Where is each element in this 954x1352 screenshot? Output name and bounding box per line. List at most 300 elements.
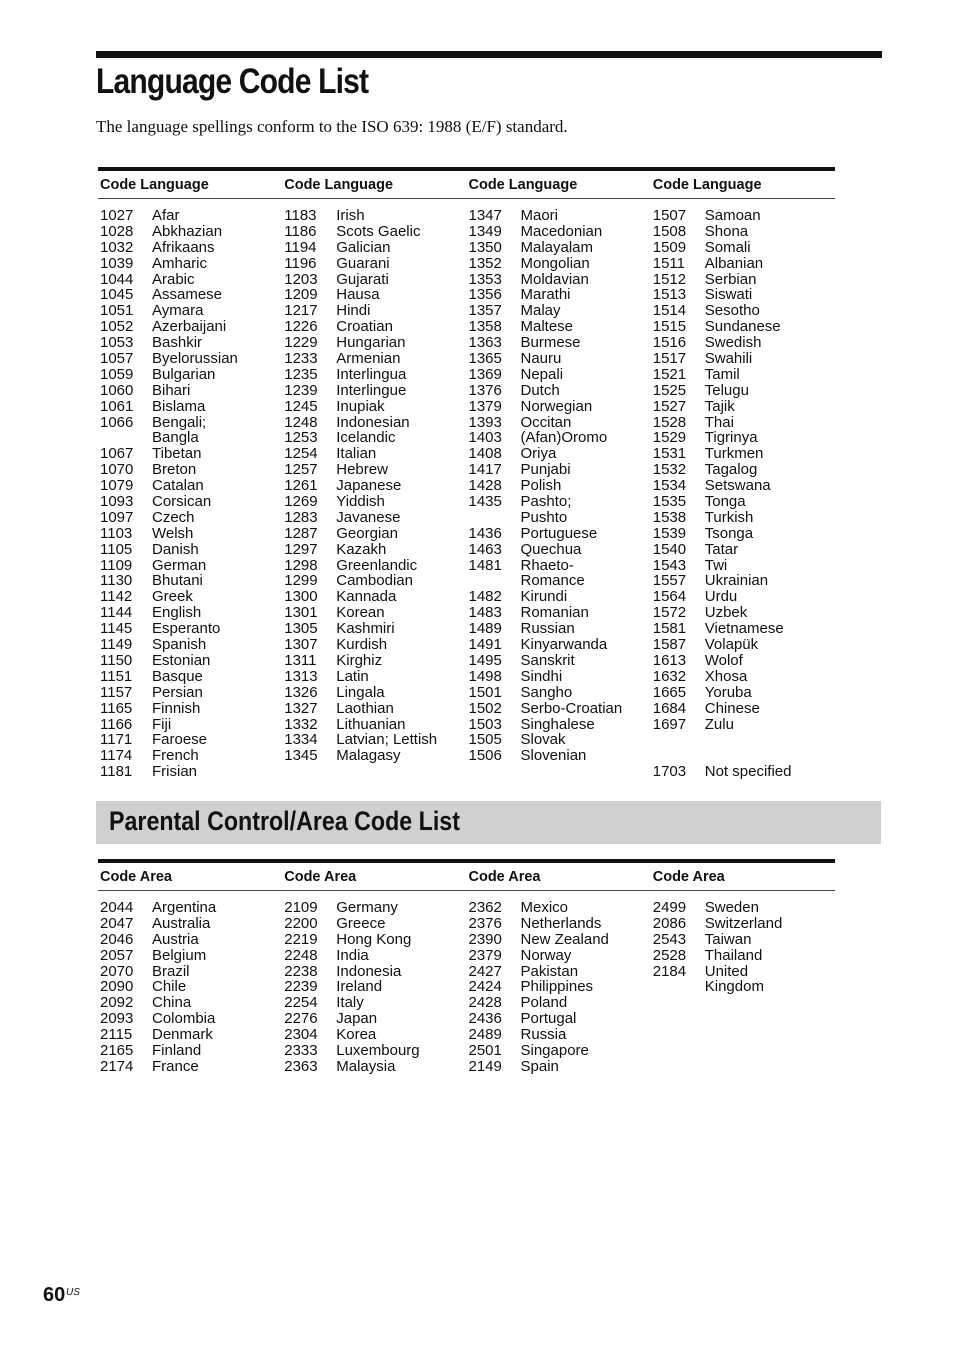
code-cell: 2219 — [284, 930, 318, 948]
code-cell: 1053 — [100, 334, 134, 352]
name-cell: Yoruba — [704, 683, 752, 701]
table-row — [651, 415, 835, 431]
name-cell: Serbo-Croatian — [520, 699, 623, 717]
code-cell: 2090 — [100, 978, 134, 996]
code-cell: 2333 — [284, 1042, 318, 1060]
code-cell: 1057 — [100, 350, 134, 368]
table-row — [282, 224, 466, 240]
table-row — [282, 1043, 466, 1059]
table-row — [98, 621, 282, 637]
name-cell: Assamese — [152, 286, 223, 304]
table-row — [98, 256, 282, 272]
table-row — [282, 653, 466, 669]
table-row — [467, 383, 651, 399]
table-row — [282, 637, 466, 653]
column-header: Code Language — [468, 176, 578, 193]
name-cell: Fiji — [152, 715, 172, 733]
name-cell: Poland — [520, 994, 568, 1012]
code-cell: 1151 — [100, 667, 133, 685]
code-cell: 1299 — [284, 572, 318, 590]
table-row — [651, 542, 835, 558]
name-cell: Georgian — [336, 524, 398, 542]
name-cell: Bislama — [152, 397, 206, 415]
name-cell: Pakistan — [520, 962, 579, 980]
table-row — [651, 701, 835, 717]
code-cell: 2543 — [652, 930, 687, 948]
code-cell: 1403 — [468, 429, 502, 447]
name-cell: Setswana — [704, 477, 771, 495]
table-row — [282, 256, 466, 272]
name-cell: Finnish — [152, 699, 201, 717]
name-cell: Pushto — [520, 508, 568, 526]
code-cell: 1326 — [284, 683, 318, 701]
code-cell: 1186 — [284, 222, 317, 240]
code-cell: 1109 — [100, 556, 133, 574]
table-row — [98, 732, 282, 748]
table-row — [467, 900, 651, 916]
code-cell: 1507 — [652, 207, 687, 224]
table-row — [467, 272, 651, 288]
table-row — [282, 995, 466, 1011]
page-number: 60 — [43, 1284, 66, 1306]
code-cell: 1093 — [100, 493, 134, 511]
table-row — [98, 932, 282, 948]
table-row — [98, 1011, 282, 1027]
name-cell: Finland — [152, 1042, 202, 1060]
table-row — [98, 637, 282, 653]
code-cell: 1130 — [100, 572, 133, 590]
code-cell: 1283 — [284, 508, 318, 526]
table-row — [467, 701, 651, 717]
code-cell: 1027 — [100, 207, 134, 224]
code-cell: 1543 — [652, 556, 687, 574]
name-cell: Shona — [704, 222, 749, 240]
code-cell: 2254 — [284, 994, 318, 1012]
name-cell: Bhutani — [152, 572, 203, 590]
name-cell: German — [152, 556, 207, 574]
code-cell: 1581 — [652, 620, 687, 638]
name-cell: Volapük — [704, 636, 759, 654]
table-row — [98, 573, 282, 589]
name-cell: Slovak — [520, 731, 566, 749]
name-cell: Telugu — [704, 381, 749, 399]
code-cell: 1539 — [652, 524, 687, 542]
table-row — [98, 995, 282, 1011]
table-row — [467, 415, 651, 431]
name-cell: Moldavian — [520, 270, 589, 288]
name-cell: Tibetan — [152, 445, 202, 463]
table-column — [282, 208, 466, 780]
code-cell: 2427 — [468, 962, 502, 980]
name-cell: Kirghiz — [336, 651, 383, 669]
code-cell: 2528 — [652, 946, 687, 964]
top-rule — [96, 51, 882, 58]
name-cell: Greek — [152, 588, 193, 606]
table-row — [98, 589, 282, 605]
code-cell: 1301 — [284, 604, 318, 622]
code-cell: 1512 — [652, 270, 687, 288]
code-cell: 1665 — [652, 683, 687, 701]
code-cell: 1149 — [100, 636, 133, 654]
table-row — [467, 399, 651, 415]
name-cell: United — [704, 962, 749, 980]
table-row — [282, 1059, 466, 1075]
table-row — [651, 383, 835, 399]
table-row — [467, 462, 651, 478]
name-cell: Yiddish — [336, 493, 385, 511]
table-row — [98, 748, 282, 764]
table-row — [98, 701, 282, 717]
name-cell: Sindhi — [520, 667, 563, 685]
name-cell: Romance — [520, 572, 585, 590]
name-cell: Marathi — [520, 286, 571, 304]
code-cell: 1587 — [652, 636, 687, 654]
table-row — [467, 430, 651, 446]
name-cell: Xhosa — [704, 667, 748, 685]
name-cell: Czech — [152, 508, 195, 526]
table-row — [467, 717, 651, 733]
code-cell: 2093 — [100, 1010, 134, 1028]
table-row — [98, 900, 282, 916]
code-cell: 1379 — [468, 397, 502, 415]
table-column — [282, 900, 466, 1075]
name-cell: Zulu — [704, 715, 734, 733]
table-row — [467, 1043, 651, 1059]
name-cell: Australia — [152, 914, 211, 932]
name-cell: Swedish — [704, 334, 762, 352]
code-cell: 1261 — [284, 477, 318, 495]
table-row — [467, 732, 651, 748]
name-cell: Lingala — [336, 683, 385, 701]
code-cell: 1061 — [100, 397, 134, 415]
name-cell: Korean — [336, 604, 385, 622]
name-cell: Kinyarwanda — [520, 636, 608, 654]
code-cell: 1051 — [100, 302, 134, 320]
code-cell: 1491 — [468, 636, 502, 654]
code-cell: 1327 — [284, 699, 318, 717]
code-cell: 1165 — [100, 699, 133, 717]
code-cell: 1070 — [100, 461, 134, 479]
table-row — [98, 351, 282, 367]
code-cell: 2165 — [100, 1042, 134, 1060]
name-cell: Norwegian — [520, 397, 593, 415]
code-cell: 1356 — [468, 286, 502, 304]
code-cell: 1501 — [468, 683, 502, 701]
code-cell: 2304 — [284, 1026, 318, 1044]
name-cell: Tonga — [704, 493, 746, 511]
code-cell: 1531 — [652, 445, 687, 463]
table-row — [282, 605, 466, 621]
name-cell: Welsh — [152, 524, 194, 542]
name-cell: Corsican — [152, 493, 212, 511]
table-row — [282, 732, 466, 748]
table-row — [651, 637, 835, 653]
name-cell: Afar — [152, 207, 180, 224]
table-row — [467, 224, 651, 240]
code-cell: 1516 — [652, 334, 687, 352]
name-cell: Ukrainian — [704, 572, 769, 590]
name-cell: Sesotho — [704, 302, 760, 320]
name-cell: English — [152, 604, 202, 622]
table-row — [467, 510, 651, 526]
name-cell: Chile — [152, 978, 187, 996]
table-row — [651, 948, 835, 964]
name-cell: Serbian — [704, 270, 757, 288]
name-cell: Sundanese — [704, 318, 781, 336]
code-cell: 1150 — [100, 651, 133, 669]
table-row — [651, 478, 835, 494]
code-cell — [651, 748, 705, 764]
code-cell: 1060 — [100, 381, 134, 399]
name-cell: Greenlandic — [336, 556, 418, 574]
code-cell: 1436 — [468, 524, 502, 542]
code-cell: 1144 — [100, 604, 133, 622]
name-cell: Hong Kong — [336, 930, 412, 948]
code-cell: 1525 — [652, 381, 687, 399]
name-cell: Latvian; Lettish — [336, 731, 438, 749]
name-cell: Danish — [152, 540, 199, 558]
name-cell: Maori — [520, 207, 559, 224]
name-cell: Frisian — [152, 763, 198, 781]
code-cell: 1540 — [652, 540, 687, 558]
code-cell: 1502 — [468, 699, 502, 717]
table-row — [282, 526, 466, 542]
table-row — [651, 494, 835, 510]
code-cell: 1253 — [284, 429, 318, 447]
name-cell: Malay — [520, 302, 561, 320]
code-cell: 1352 — [468, 254, 502, 272]
table-row — [651, 653, 835, 669]
code-cell: 2184 — [652, 962, 687, 980]
name-cell: Netherlands — [520, 914, 602, 932]
code-cell: 2379 — [468, 946, 502, 964]
table-row — [467, 964, 651, 980]
code-cell: 1174 — [100, 747, 133, 765]
intro-text: The language spellings conform to the ISO 639: 1988 (E/F) standard. — [96, 117, 568, 136]
table-row — [651, 399, 835, 415]
name-cell: Tamil — [704, 365, 740, 383]
table-row — [98, 415, 282, 431]
code-cell: 1052 — [100, 318, 134, 336]
name-cell: Malaysia — [336, 1057, 396, 1075]
name-cell: Tagalog — [704, 461, 758, 479]
table-row — [282, 478, 466, 494]
name-cell: Arabic — [152, 270, 195, 288]
code-cell: 1393 — [468, 413, 502, 431]
table-row — [282, 621, 466, 637]
table-row — [98, 287, 282, 303]
name-cell: Gujarati — [336, 270, 389, 288]
section-title: Parental Control/Area Code List — [109, 806, 460, 836]
table-row — [282, 932, 466, 948]
code-cell: 2499 — [652, 899, 687, 916]
name-cell: Not specified — [704, 763, 792, 781]
code-cell: 1521 — [652, 365, 687, 383]
name-cell: Javanese — [336, 508, 401, 526]
table-row — [98, 430, 282, 446]
name-cell: New Zealand — [520, 930, 609, 948]
name-cell: Romanian — [520, 604, 589, 622]
code-cell: 2489 — [468, 1026, 502, 1044]
code-cell: 2109 — [284, 899, 318, 916]
name-cell: Bangla — [152, 429, 199, 447]
code-cell: 2044 — [100, 899, 134, 916]
table-row — [467, 685, 651, 701]
table-row — [467, 669, 651, 685]
table-row — [467, 494, 651, 510]
name-cell: Spain — [520, 1057, 559, 1075]
code-cell: 1482 — [468, 588, 502, 606]
code-cell: 2046 — [100, 930, 134, 948]
code-cell: 1481 — [468, 556, 502, 574]
table-row — [467, 256, 651, 272]
name-cell: Chinese — [704, 699, 760, 717]
name-cell — [705, 748, 835, 764]
table-row — [651, 748, 835, 764]
table-row — [98, 717, 282, 733]
name-cell: Tsonga — [704, 524, 754, 542]
table-row — [98, 669, 282, 685]
code-cell: 1489 — [468, 620, 502, 638]
name-cell: Mexico — [520, 899, 569, 916]
table-row — [282, 589, 466, 605]
name-cell: Hindi — [336, 302, 371, 320]
name-cell: Persian — [152, 683, 203, 701]
table-row — [98, 1059, 282, 1075]
table-row — [98, 303, 282, 319]
table-row — [651, 685, 835, 701]
code-cell: 1245 — [284, 397, 318, 415]
name-cell: Hungarian — [336, 334, 406, 352]
code-cell: 1527 — [652, 397, 687, 415]
table-row — [282, 335, 466, 351]
table-row — [98, 558, 282, 574]
column-header: Code Language — [284, 176, 394, 193]
name-cell: Tajik — [704, 397, 735, 415]
code-cell: 1145 — [100, 620, 133, 638]
code-cell: 1181 — [100, 763, 133, 781]
table-row — [282, 669, 466, 685]
code-cell: 1300 — [284, 588, 318, 606]
code-cell — [651, 732, 705, 748]
name-cell: Uzbek — [704, 604, 748, 622]
name-cell: Kashmiri — [336, 620, 395, 638]
table-row — [651, 732, 835, 748]
name-cell: Belgium — [152, 946, 207, 964]
table-row — [98, 335, 282, 351]
code-cell: 1045 — [100, 286, 134, 304]
code-cell: 1171 — [100, 731, 133, 749]
code-cell: 1334 — [284, 731, 318, 749]
column-header: Code Area — [468, 868, 541, 885]
table-row — [467, 621, 651, 637]
code-cell: 1311 — [284, 651, 317, 669]
name-cell: Pashto; — [520, 493, 572, 511]
code-cell: 1194 — [284, 238, 317, 256]
table-row — [282, 948, 466, 964]
name-cell: Taiwan — [704, 930, 752, 948]
name-cell: China — [152, 994, 192, 1012]
table-row — [467, 558, 651, 574]
table-row — [98, 526, 282, 542]
code-cell: 2239 — [284, 978, 318, 996]
code-cell — [98, 430, 152, 446]
name-cell: Spanish — [152, 636, 207, 654]
section-header-bar — [96, 801, 881, 844]
code-cell: 2149 — [468, 1057, 502, 1075]
table-row — [98, 224, 282, 240]
table-header-row — [98, 171, 835, 199]
table-row — [98, 685, 282, 701]
name-cell: Occitan — [520, 413, 572, 431]
page-number-suffix: US — [66, 1287, 80, 1298]
code-cell: 1229 — [284, 334, 318, 352]
table-row — [651, 287, 835, 303]
language-code-table — [98, 167, 835, 780]
code-cell: 1358 — [468, 318, 502, 336]
table-row — [467, 932, 651, 948]
code-cell: 1529 — [652, 429, 687, 447]
table-row — [282, 287, 466, 303]
name-cell: Afrikaans — [152, 238, 215, 256]
code-cell: 2276 — [284, 1010, 318, 1028]
code-cell: 1528 — [652, 413, 687, 431]
code-cell: 1157 — [100, 683, 133, 701]
code-cell: 1269 — [284, 493, 318, 511]
code-cell: 1538 — [652, 508, 687, 526]
name-cell: Sangho — [520, 683, 573, 701]
name-cell: Slovenian — [520, 747, 587, 765]
name-cell: Nepali — [520, 365, 564, 383]
name-cell: Oriya — [520, 445, 557, 463]
name-cell: Turkmen — [704, 445, 764, 463]
code-cell: 1066 — [100, 413, 134, 431]
code-cell: 2436 — [468, 1010, 502, 1028]
table-row — [651, 526, 835, 542]
table-row — [98, 979, 282, 995]
name-cell — [705, 732, 835, 748]
table-row — [651, 208, 835, 224]
code-cell: 1505 — [468, 731, 502, 749]
table-row — [651, 979, 835, 995]
name-cell: Albanian — [704, 254, 764, 272]
table-row — [651, 900, 835, 916]
code-cell: 1535 — [652, 493, 687, 511]
name-cell: Irish — [336, 207, 365, 224]
name-cell: Nauru — [520, 350, 562, 368]
name-cell: Indonesian — [336, 413, 410, 431]
table-row — [467, 748, 651, 764]
name-cell: Faroese — [152, 731, 208, 749]
code-cell: 2086 — [652, 914, 687, 932]
name-cell: Icelandic — [336, 429, 396, 447]
table-row — [98, 319, 282, 335]
code-cell: 1463 — [468, 540, 502, 558]
name-cell: Norway — [520, 946, 572, 964]
code-cell: 1350 — [468, 238, 502, 256]
code-cell: 1357 — [468, 302, 502, 320]
table-body — [98, 891, 835, 1075]
table-row — [282, 916, 466, 932]
table-row — [467, 1027, 651, 1043]
name-cell: France — [152, 1057, 199, 1075]
name-cell: Italian — [336, 445, 377, 463]
table-row — [651, 303, 835, 319]
code-cell: 1233 — [284, 350, 318, 368]
table-row — [98, 494, 282, 510]
code-cell: 1428 — [468, 477, 502, 495]
table-row — [282, 415, 466, 431]
